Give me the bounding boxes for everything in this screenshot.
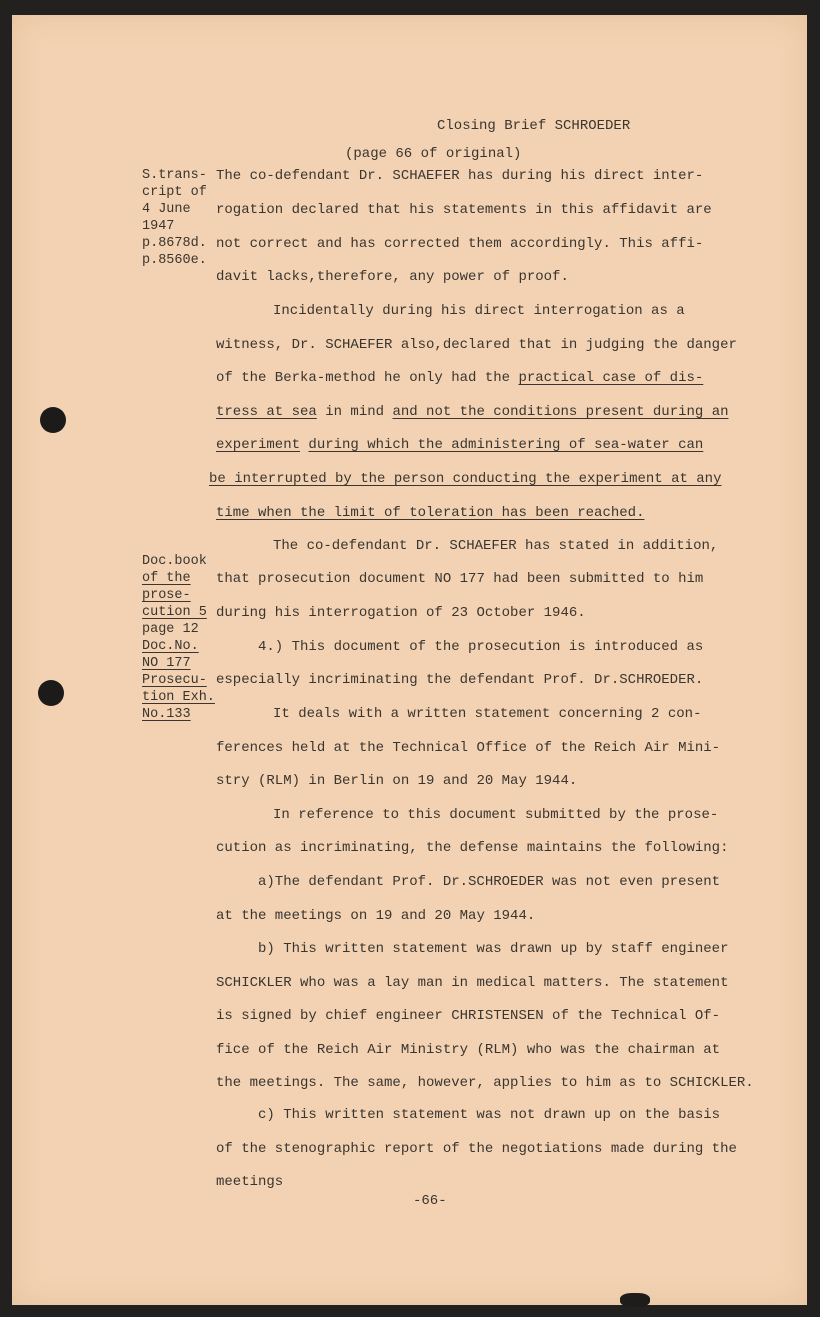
margin-line: NO 177 — [142, 656, 191, 671]
text-line: during his interrogation of 23 October 1946. — [216, 605, 586, 621]
text-line: fice of the Reich Air Ministry (RLM) who was the chairman at — [216, 1042, 721, 1058]
margin-line: cution 5 — [142, 605, 207, 620]
punch-hole-top — [40, 407, 66, 433]
text-line: b) This written statement was drawn up by staff engineer — [258, 941, 729, 957]
punch-hole-bottom — [38, 680, 64, 706]
text-line: Incidentally during his direct interrogation as a — [273, 303, 685, 319]
text-line: The co-defendant Dr. SCHAEFER has stated in addition, — [273, 538, 719, 554]
text-line: tress at sea in mind and not the conditions present during an — [216, 404, 729, 420]
text-line: of the stenographic report of the negotiations made during the — [216, 1141, 737, 1157]
text-line: 4.) This document of the prosecution is introduced as — [258, 639, 704, 655]
text-line: is signed by chief engineer CHRISTENSEN of the Technical Of- — [216, 1008, 721, 1024]
text-line: of the Berka-method he only had the practical case of dis- — [216, 370, 704, 386]
text-line: ferences held at the Technical Office of the Reich Air Mini- — [216, 740, 721, 756]
margin-line: p.8678d. — [142, 236, 207, 251]
text-line: the meetings. The same, however, applies to him as to SCHICKLER. — [216, 1075, 754, 1091]
text-line: time when the limit of toleration has been reached. — [216, 505, 645, 521]
margin-line: page 12 — [142, 622, 199, 637]
margin-line: 1947 — [142, 219, 175, 234]
margin-line: No.133 — [142, 707, 191, 722]
text-line: The co-defendant Dr. SCHAEFER has during his direct inter- — [216, 168, 704, 184]
margin-line: tion Exh. — [142, 690, 215, 705]
document-title: Closing Brief SCHROEDER — [437, 118, 631, 134]
text-line: It deals with a written statement concerning 2 con- — [273, 706, 702, 722]
margin-line: prose- — [142, 588, 191, 603]
text-line: In reference to this document submitted by the prose- — [273, 807, 719, 823]
ink-blot — [620, 1293, 650, 1307]
margin-line: S.trans- — [142, 168, 207, 183]
text-line: stry (RLM) in Berlin on 19 and 20 May 1944. — [216, 773, 578, 789]
margin-line: cript of — [142, 185, 207, 200]
text-line: SCHICKLER who was a lay man in medical matters. The statement — [216, 975, 729, 991]
margin-line: of the — [142, 571, 191, 586]
text-line: cution as incriminating, the defense maintains the following: — [216, 840, 729, 856]
page-of-original: (page 66 of original) — [345, 146, 522, 162]
margin-line: 4 June — [142, 202, 191, 217]
text-line: especially incriminating the defendant Prof. Dr.SCHROEDER. — [216, 672, 704, 688]
text-line: not correct and has corrected them accordingly. This affi- — [216, 236, 704, 252]
text-line: a)The defendant Prof. Dr.SCHROEDER was not even present — [258, 874, 721, 890]
margin-line: Doc.No. — [142, 639, 199, 654]
text-line: davit lacks,therefore, any power of proof. — [216, 269, 569, 285]
text-line: that prosecution document NO 177 had been submitted to him — [216, 571, 704, 587]
margin-line: Doc.book — [142, 554, 207, 569]
page-number: -66- — [413, 1193, 447, 1209]
margin-line: Prosecu- — [142, 673, 207, 688]
text-line: c) This written statement was not drawn up on the basis — [258, 1107, 721, 1123]
margin-line: p.8560e. — [142, 253, 207, 268]
text-line: meetings — [216, 1174, 284, 1190]
text-line: at the meetings on 19 and 20 May 1944. — [216, 908, 536, 924]
text-line: experiment during which the administering of sea-water can — [216, 437, 704, 453]
text-line: be interrupted by the person conducting the experiment at any — [209, 471, 722, 487]
text-line: witness, Dr. SCHAEFER also,declared that in judging the danger — [216, 337, 737, 353]
text-line: rogation declared that his statements in this affidavit are — [216, 202, 712, 218]
